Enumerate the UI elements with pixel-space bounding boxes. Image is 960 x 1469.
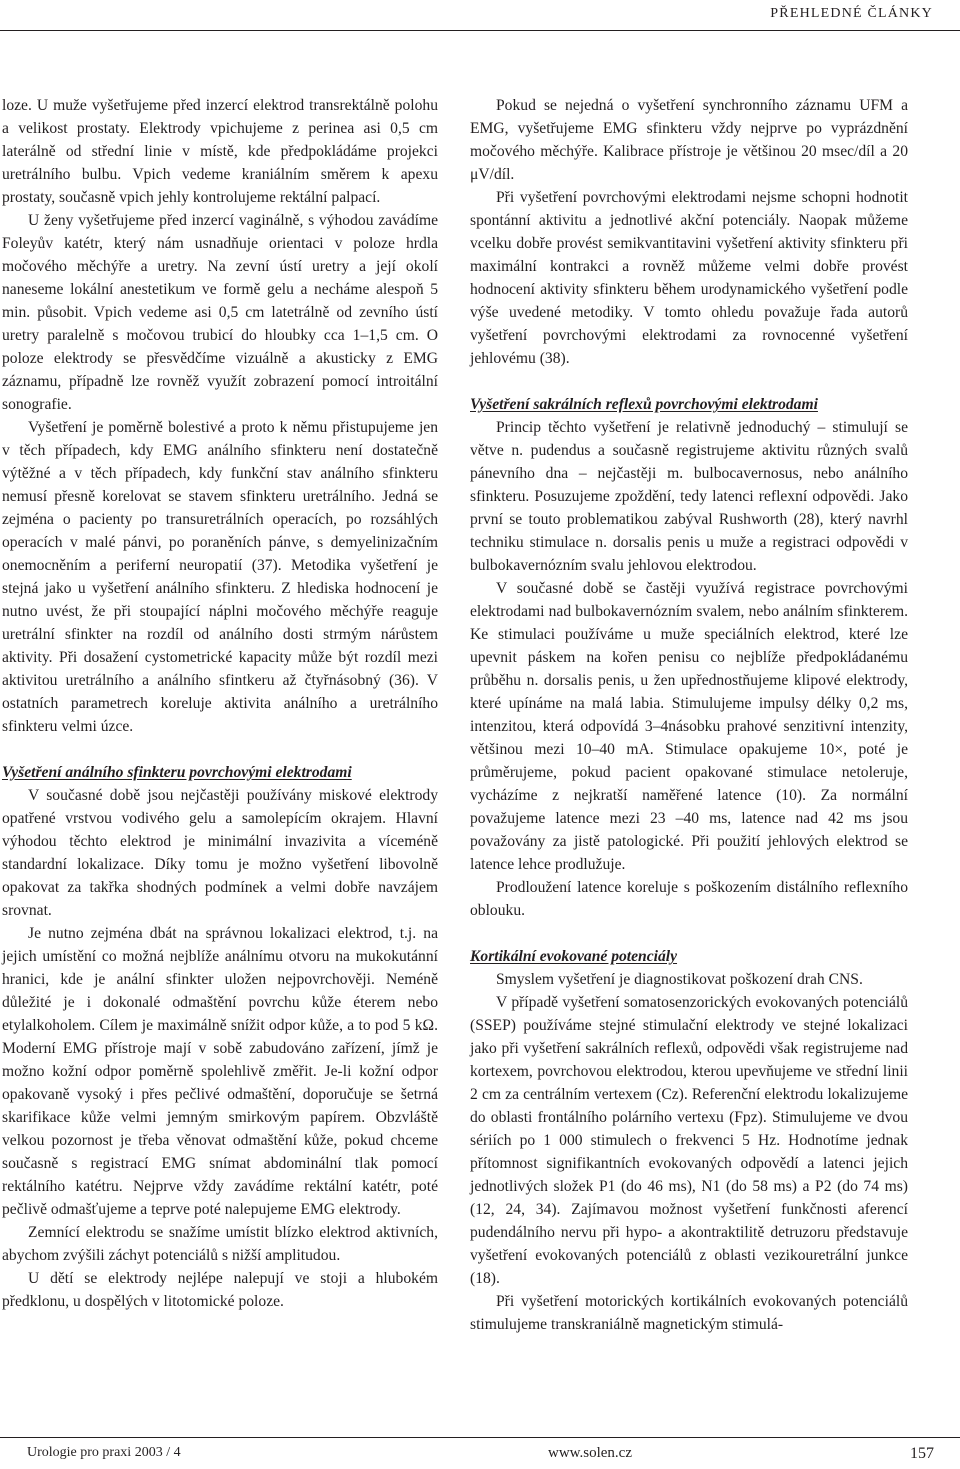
paragraph: Smyslem vyšetření je diagnostikovat poškození drah CNS. — [496, 971, 863, 988]
paragraph: Při vyšetření motorických kortikálních evokovaných potenciálů stimulujeme transkraniálně magnetickým stimulá- — [470, 1293, 908, 1333]
paragraph: V současné době jsou nejčastěji používány miskové elektrody opatřené vrstvou vodivého gelu a samolepícím okrajem. Hlavní výhodou těchto elektrod je minimální invazivita a víceméně standardní lokalizace. Díky tomu je možno vyšetření libovolně opakovat za takřka shodných podmínek a velmi dobře navzájem srovnat. — [2, 787, 438, 919]
paragraph: Pokud se nejedná o vyšetření synchronního záznamu UFM a EMG, vyšetřujeme EMG sfinkteru vždy nejprve po vyprázdnění močového měchýře. Kalibrace přístroje je většinou 20 msec/díl a 20 μV/díl. — [470, 97, 908, 183]
paragraph: V případě vyšetření somatosenzorických evokovaných potenciálů (SSEP) používáme stejné stimulační elektrody ve stejné lokalizaci jako při vyšetření sakrálních reflexů, odpovědi však registrujeme nad kortexem, povrchovou elektrodou, kterou upevňujeme ve střední linii 2 cm za centrálním vertexem (Cz). Referenční elektrodu lokalizujeme do oblasti frontálního polárního vertexu (Fpz). Stimulujeme ve dvou sériích po 1 000 stimulech o frekvenci 5 Hz. Hodnotíme jednak přítomnost signifikantních evokovaných odpovědí a latenci jejich jednotlivých složek P1 (do 46 ms), N1 (do 58 ms) a P2 (do 74 ms) (12, 24, 34). Zajímavou možnost vyšetření funkčnosti aferencí pudendálního nervu při hypo- a akontraktilitě detruzoru představuje vyšetření evokovaných potenciálů z oblasti vezikouretrální junkce (18). — [470, 994, 908, 1287]
footer-journal: Urologie pro praxi 2003 / 4 — [27, 1445, 181, 1460]
page-number: 157 — [910, 1445, 934, 1462]
left-column — [2, 94, 438, 1313]
footer-rule — [0, 1437, 960, 1438]
header-rule — [0, 30, 960, 31]
paragraph: Prodloužení latence koreluje s poškozením distálního reflexního oblouku. — [470, 879, 908, 919]
section-heading: Vyšetření sakrálních reflexů povrchovými elektrodami — [470, 396, 818, 413]
section-heading: Kortikální evokované potenciály — [470, 948, 678, 965]
section-tag: PŘEHLEDNÉ ČLÁNKY — [770, 6, 933, 21]
paragraph: loze. U muže vyšetřujeme před inzercí elektrod transrektálně polohu a velikost prostaty. Elektrody vpichujeme z perinea asi 0,5 cm laterálně od střední linie v místě, kde předpokládáme projekci uretrálního bulbu. Vpich vedeme kraniálním směrem k apexu prostaty, současně vpich jehly kontrolujeme rektální palpací. — [2, 97, 438, 206]
paragraph: Zemnící elektrodu se snažíme umístit blízko elektrod aktivních, abychom zvýšili záchyt potenciálů s nižší amplitudou. — [2, 1224, 438, 1264]
paragraph: Vyšetření je poměrně bolestivé a proto k němu přistupujeme jen v těch případech, kdy EMG análního sfinkteru není dostatečně výtěžné a v těch případech, kdy funkční stav análního sfinkteru nemusí přesně korelovat se stavem sfinkteru uretrálního. Jedná se zejména o pacienty po transuretrálních operacích, po rozsáhlých operacích v malé pánvi, po poraněních pánve, s demyelinizačním onemocněním a periferní neuropatií (37). Metodika vyšetření je stejná jako u vyšetření análního sfinkteru. Z hlediska hodnocení je nutno uvést, že při stoupající náplni močového měchýře reaguje uretrální sfinkter na rozdíl od análního dosti strmým nárůstem aktivity. Při dosažení cystometrické kapacity může být rozdíl mezi aktivitou uretrálního a análního sfintkeru až čtyřnásobný (36). V ostatních parametrech koreluje aktivita análního a uretrálního sfinkteru velmi úzce. — [2, 419, 438, 735]
paragraph: Je nutno zejména dbát na správnou lokalizaci elektrod, t.j. na jejich umístění co možná nejblíže análnímu otvoru na mukokutánní hranici, kde je anální sfinkter uložen nejpovrchověji. Neméně důležité je i dokonalé odmaštění povrchu kůže éterem nebo etylalkoholem. Cílem je maximálně snížit odpor kůže, a to pod 5 kΩ. Moderní EMG přístroje mají v sobě zabudováno zařízení, jímž je možno kožní odpor poměrně spolehlivě změřit. Je-li kožní odpor opakovaně vysoký i přes pečlivé odmaštění, doporučuje se šetrná skarifikace kůže velmi jemným smirkovým papírem. Obzvláště velkou pozornost je třeba věnovat odmaštění kůže, pokud chceme současně s registrací EMG snímat abdominální tlak pomocí rektálního katétru. Nejprve vždy zavádíme rektální katétr, poté pečlivě odmašťujeme a teprve poté nalepujeme EMG elektrody. — [2, 925, 438, 1218]
paragraph: V současné době se častěji využívá registrace povrchovými elektrodami nad bulbokavernózním svalem, nebo análním sfinkterem. Ke stimulaci používáme u muže speciálních elektrod, které lze upevnit páskem na kořen penisu co nejblíže předpokládanému průběhu n. dorsalis penis, u žen upřednostňujeme klipové elektrody, které upínáme na malá labia. Stimulujeme impulsy délky 0,2 ms, intenzitou, která odpovídá 3–4násobku prahové senzitivní intenzity, většinou mezi 10–40 mA. Stimulace opakujeme 10×, poté je průměrujeme, pokud pacient opakované stimulace netoleruje, vycházíme z nejkratší naměřené latence (10). Za normální považujeme latence mezi 23 –40 ms, latence nad 42 ms jsou považovány za jistě patologické. Při použití jehlových elektrod se latence lehce prodlužuje. — [470, 580, 908, 873]
paragraph: Při vyšetření povrchovými elektrodami nejsme schopni hodnotit spontánní aktivitu a jednotlivé akční potenciály. Naopak můžeme vcelku dobře provést semikvantitavini vyšetření aktivity sfinkteru při maximální kontrakci a rovněž můžeme velmi dobře provést hodnocení aktivity sfinkteru během urodynamického vyšetření podle výše uvedené metodiky. V tomto ohledu považuje řada autorů vyšetření povrchovými elektrodami za rovnocenné vyšetření jehlovému (38). — [470, 189, 908, 367]
paragraph: Princip těchto vyšetření je relativně jednoduchý – stimulují se větve n. pudendus a současně registrujeme aktivitu různých svalů pánevního dna – nejčastěji m. bulbocavernosus, nebo análního sfinkteru. Posuzujeme zpoždění, tedy latenci reflexní odpovědi. Jako první se touto problematikou zabýval Rushworth (28), který navrhl techniku stimulace n. dorsalis penis u muže a registraci odpovědi v bulbokavernózním svalu jehlovou elektrodou. — [470, 419, 908, 574]
right-column — [470, 94, 908, 1336]
paragraph: U dětí se elektrody nejlépe nalepují ve stoji a hlubokém předklonu, u dospělých v litotomické poloze. — [2, 1270, 438, 1310]
footer-url[interactable]: www.solen.cz — [548, 1445, 633, 1461]
paragraph: U ženy vyšetřujeme před inzercí vaginálně, s výhodou zavádíme Foleyův katétr, který nám usnadňuje orientaci v poloze hrdla močového měchýře a uretry. Na zevní ústí uretry a její okolí naneseme lokální anestetikum ve formě gelu a necháme alespoň 5 min. působit. Vpich vedeme asi 0,5 cm latetrálně od zevního ústí uretry paralelně s močovou trubicí do hloubky cca 1–1,5 cm. O poloze elektrody se přesvědčíme vizuálně a akusticky z EMG záznamu, případně lze rovněž využít zobrazení pomocí introitální sonografie. — [2, 212, 438, 413]
section-heading: Vyšetření análního sfinkteru povrchovými elektrodami — [2, 764, 352, 781]
